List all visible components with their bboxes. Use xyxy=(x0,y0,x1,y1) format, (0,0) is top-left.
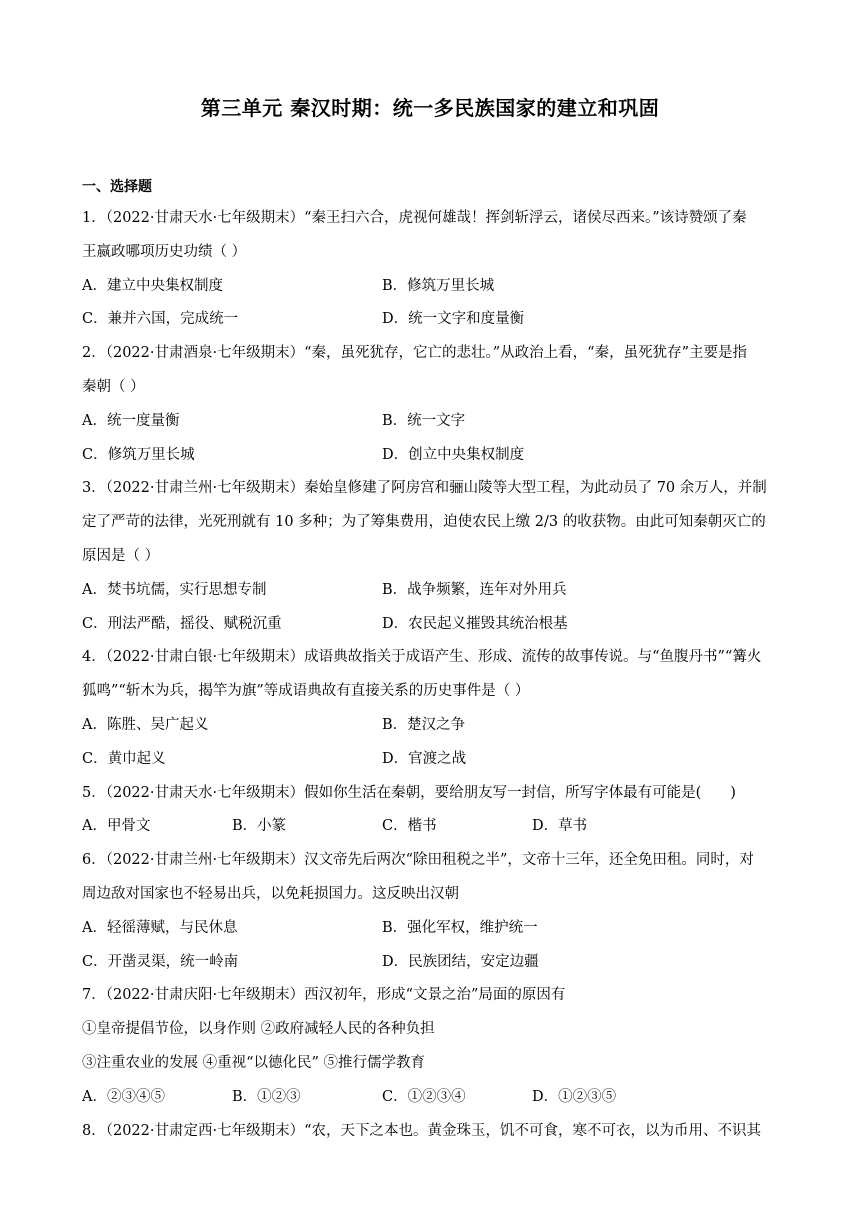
answer-option: B．楚汉之争 xyxy=(382,716,466,733)
option-row xyxy=(82,810,782,844)
question xyxy=(82,337,782,472)
answer-option: A．统一度量衡 xyxy=(82,412,180,429)
answer-option: B．强化军权，维护统一 xyxy=(382,919,538,936)
option-row xyxy=(82,1081,782,1115)
answer-option: D．农民起义摧毁其统治根基 xyxy=(382,615,568,632)
section-heading: 一、选择题 xyxy=(82,179,152,195)
answer-option: B．修筑万里长城 xyxy=(382,277,495,294)
answer-option: D．民族团结，安定边疆 xyxy=(382,953,539,970)
answer-option: C．黄巾起义 xyxy=(82,750,166,767)
option-row xyxy=(82,709,782,743)
question-text-line: 6．（2022·甘肃兰州·七年级期末）汉文帝先后两次“除田租税之半”，文帝十三年，还全免田租。同时，对 xyxy=(82,852,754,869)
question-text-line: 狐鸣”“斩木为兵，揭竿为旗”等成语典故有直接关系的历史事件是（ ） xyxy=(82,683,530,700)
answer-option: B．战争频繁，连年对外用兵 xyxy=(382,581,567,598)
question-text-line: 5．（2022·甘肃天水·七年级期末）假如你生活在秦朝，要给朋友写一封信，所写字体最有可能是( ) xyxy=(82,784,736,801)
answer-option: D．创立中央集权制度 xyxy=(382,446,525,463)
option-row xyxy=(82,608,782,642)
answer-option: A．②③④⑤ xyxy=(82,1088,165,1105)
question-text-line: 定了严苛的法律，光死刑就有 10 多种；为了筹集费用，迫使农民上缴 2/3 的收获物。由此可知秦朝灭亡的 xyxy=(82,514,766,531)
answer-option: C．修筑万里长城 xyxy=(82,446,195,463)
answer-option: C．楷书 xyxy=(382,818,437,835)
answer-option: C．兼并六国，完成统一 xyxy=(82,311,239,328)
answer-option: C．刑法严酷，摇役、赋税沉重 xyxy=(82,615,282,632)
answer-option: D．官渡之战 xyxy=(382,750,467,767)
option-row xyxy=(82,574,782,608)
question xyxy=(82,202,782,337)
answer-option: A．甲骨文 xyxy=(82,818,151,835)
answer-option: C．开凿灵渠，统一岭南 xyxy=(82,953,239,970)
answer-option: B．小篆 xyxy=(232,818,287,835)
question xyxy=(82,777,782,845)
question-text-line: 原因是（ ） xyxy=(82,547,160,564)
question-text-line: 3．（2022·甘肃兰州·七年级期末）秦始皇修建了阿房宫和骊山陵等大型工程，为此动员了 70 余万人，并制 xyxy=(82,480,767,497)
question-text-line: ①皇帝提倡节俭，以身作则 ②政府减轻人民的各种负担 xyxy=(82,1021,435,1038)
question xyxy=(82,979,782,1114)
option-row xyxy=(82,270,782,304)
answer-option: C．①②③④ xyxy=(382,1088,466,1105)
question-text-line: 8．（2022·甘肃定西·七年级期末）“农，天下之本也。黄金珠玉，饥不可食，寒不可衣，以为币用、不识其 xyxy=(82,1122,762,1139)
question-text-line: 周边敌对国家也不轻易出兵，以免耗损国力。这反映出汉朝 xyxy=(82,885,459,902)
option-row xyxy=(82,303,782,337)
question-list xyxy=(82,202,782,1148)
answer-option: A．陈胜、吴广起义 xyxy=(82,716,209,733)
question-text-line: 4．（2022·甘肃白银·七年级期末）成语典故指关于成语产生、形成、流传的故事传说。与“鱼腹丹书”“篝火 xyxy=(82,649,762,666)
answer-option: A．焚书坑儒，实行思想专制 xyxy=(82,581,267,598)
question xyxy=(82,472,782,641)
question-text-line: 王嬴政哪项历史功绩（ ） xyxy=(82,243,247,260)
option-row xyxy=(82,912,782,946)
question-text-line: 7．（2022·甘肃庆阳·七年级期末）西汉初年，形成“文景之治”局面的原因有 xyxy=(82,987,566,1004)
question xyxy=(82,641,782,776)
answer-option: A．轻徭薄赋，与民休息 xyxy=(82,919,238,936)
answer-option: D．统一文字和度量衡 xyxy=(382,311,525,328)
option-row xyxy=(82,946,782,980)
question-text-line: 秦朝（ ） xyxy=(82,378,145,395)
option-row xyxy=(82,405,782,439)
option-row xyxy=(82,439,782,473)
answer-option: B．①②③ xyxy=(232,1088,301,1105)
option-row xyxy=(82,743,782,777)
answer-option: A．建立中央集权制度 xyxy=(82,277,223,294)
question xyxy=(82,1115,782,1149)
page-title: 第三单元 秦汉时期：统一多民族国家的建立和巩固 xyxy=(200,96,660,120)
answer-option: D．①②③⑤ xyxy=(532,1088,617,1105)
answer-option: B．统一文字 xyxy=(382,412,466,429)
question xyxy=(82,844,782,979)
answer-option: D．草书 xyxy=(532,818,588,835)
question-text-line: 1．（2022·甘肃天水·七年级期末）“秦王扫六合，虎视何雄哉！挥剑斩浮云，诸侯尽西来。”该诗赞颂了秦 xyxy=(82,210,747,226)
question-text-line: 2．（2022·甘肃酒泉·七年级期末）“秦，虽死犹存，它亡的悲壮。”从政治上看，“秦，虽死犹存”主要是指 xyxy=(82,345,747,362)
question-text-line: ③注重农业的发展 ④重视“以德化民” ⑤推行儒学教育 xyxy=(82,1054,426,1071)
